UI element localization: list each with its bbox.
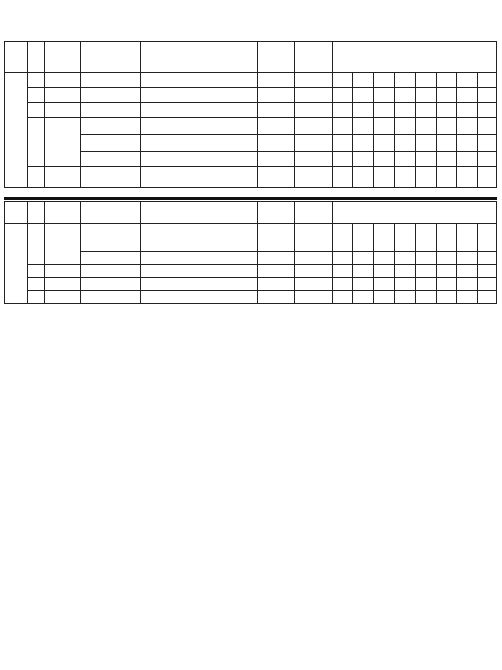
- check-cell[interactable]: [394, 118, 415, 135]
- cell-point: [80, 167, 140, 188]
- check-cell[interactable]: [332, 291, 353, 304]
- check-cell[interactable]: [394, 152, 415, 167]
- check-cell[interactable]: [436, 265, 457, 278]
- cell-point: [80, 88, 140, 103]
- check-cell[interactable]: [415, 73, 436, 88]
- check-cell[interactable]: [436, 152, 457, 167]
- check-cell[interactable]: [436, 135, 457, 152]
- check-cell[interactable]: [394, 167, 415, 188]
- cell-point: [80, 278, 140, 291]
- cell-range: [141, 103, 257, 118]
- check-cell[interactable]: [415, 135, 436, 152]
- check-cell[interactable]: [374, 135, 395, 152]
- cell-time: [257, 224, 294, 252]
- table-row: [5, 291, 497, 304]
- check-cell[interactable]: [374, 252, 395, 265]
- check-cell[interactable]: [415, 103, 436, 118]
- check-cell[interactable]: [332, 103, 353, 118]
- cell-item: [44, 278, 80, 291]
- section-divider: [4, 197, 497, 200]
- check-cell[interactable]: [332, 278, 353, 291]
- check-cell[interactable]: [457, 88, 478, 103]
- check-cell[interactable]: [374, 278, 395, 291]
- check-cell[interactable]: [332, 252, 353, 265]
- check-cell[interactable]: [394, 265, 415, 278]
- table-row: [5, 167, 497, 188]
- cell-freq: [295, 73, 332, 88]
- cell-seq: [27, 291, 44, 304]
- check-cell[interactable]: [394, 103, 415, 118]
- check-cell[interactable]: [353, 73, 374, 88]
- check-cell[interactable]: [436, 88, 457, 103]
- check-cell[interactable]: [353, 224, 374, 252]
- check-cell[interactable]: [457, 265, 478, 278]
- check-cell[interactable]: [332, 118, 353, 135]
- check-cell[interactable]: [374, 167, 395, 188]
- cell-point: [80, 103, 140, 118]
- check-cell[interactable]: [478, 167, 497, 188]
- check-cell[interactable]: [436, 167, 457, 188]
- check-cell[interactable]: [374, 152, 395, 167]
- header-area: [5, 42, 28, 73]
- cell-time: [257, 118, 294, 135]
- check-cell[interactable]: [457, 291, 478, 304]
- cell-item: [44, 118, 80, 167]
- check-cell[interactable]: [394, 252, 415, 265]
- header-control-point: [80, 42, 140, 73]
- table-row: [5, 278, 497, 291]
- cell-seq: [27, 224, 44, 265]
- cell-range: [141, 224, 257, 252]
- check-cell[interactable]: [415, 291, 436, 304]
- check-cell[interactable]: [415, 167, 436, 188]
- cell-seq: [27, 103, 44, 118]
- cell-time: [257, 252, 294, 265]
- check-cell[interactable]: [374, 88, 395, 103]
- cell-range: [141, 265, 257, 278]
- header-item: [44, 42, 80, 73]
- header-frequency: [295, 42, 332, 73]
- check-cell[interactable]: [353, 152, 374, 167]
- cell-freq: [295, 118, 332, 135]
- table-row: [5, 103, 497, 118]
- check-cell[interactable]: [478, 265, 497, 278]
- check-cell[interactable]: [353, 167, 374, 188]
- check-cell[interactable]: [478, 88, 497, 103]
- check-cell[interactable]: [478, 278, 497, 291]
- check-cell[interactable]: [457, 224, 478, 252]
- check-cell[interactable]: [436, 118, 457, 135]
- check-cell[interactable]: [332, 152, 353, 167]
- cell-seq: [27, 88, 44, 103]
- header-time-node: [257, 202, 294, 224]
- cell-freq: [295, 252, 332, 265]
- cell-point: [80, 265, 140, 278]
- check-cell[interactable]: [436, 73, 457, 88]
- cell-seq: [27, 118, 44, 167]
- header-control-range: [141, 42, 257, 73]
- check-cell[interactable]: [394, 224, 415, 252]
- check-cell[interactable]: [457, 278, 478, 291]
- check-cell[interactable]: [415, 152, 436, 167]
- cell-range: [141, 118, 257, 135]
- check-cell[interactable]: [394, 88, 415, 103]
- cell-item: [44, 73, 80, 88]
- check-cell[interactable]: [332, 73, 353, 88]
- check-cell[interactable]: [332, 135, 353, 152]
- check-cell[interactable]: [415, 224, 436, 252]
- check-cell[interactable]: [332, 224, 353, 252]
- check-cell[interactable]: [478, 224, 497, 252]
- check-cell[interactable]: [394, 135, 415, 152]
- check-cell[interactable]: [415, 265, 436, 278]
- header-control-point: [80, 202, 140, 224]
- check-cell[interactable]: [457, 152, 478, 167]
- check-cell[interactable]: [436, 252, 457, 265]
- check-cell[interactable]: [353, 88, 374, 103]
- check-cell[interactable]: [457, 167, 478, 188]
- check-cell[interactable]: [374, 291, 395, 304]
- cell-time: [257, 167, 294, 188]
- cell-time: [257, 88, 294, 103]
- cell-point: [80, 224, 140, 252]
- cell-time: [257, 73, 294, 88]
- cell-freq: [295, 135, 332, 152]
- table-row: [5, 118, 497, 135]
- cell-freq: [295, 152, 332, 167]
- cell-range: [141, 152, 257, 167]
- check-cell[interactable]: [353, 103, 374, 118]
- inspection-date-row: [296, 22, 502, 38]
- cell-time: [257, 152, 294, 167]
- cell-seq: [27, 73, 44, 88]
- cell-item: [44, 103, 80, 118]
- cell-freq: [295, 291, 332, 304]
- check-cell[interactable]: [436, 103, 457, 118]
- table-row: [5, 265, 497, 278]
- check-cell[interactable]: [436, 291, 457, 304]
- check-cell[interactable]: [415, 118, 436, 135]
- cell-time: [257, 278, 294, 291]
- header-time-node: [257, 42, 294, 73]
- cell-point: [80, 152, 140, 167]
- header-item: [44, 202, 80, 224]
- check-cell[interactable]: [394, 278, 415, 291]
- table-row: [5, 88, 497, 103]
- check-cell[interactable]: [478, 291, 497, 304]
- check-cell[interactable]: [394, 291, 415, 304]
- cell-freq: [295, 167, 332, 188]
- cell-range: [141, 88, 257, 103]
- cell-range: [141, 291, 257, 304]
- cell-freq: [295, 278, 332, 291]
- check-cell[interactable]: [478, 73, 497, 88]
- cell-freq: [295, 265, 332, 278]
- header-area: [5, 202, 28, 224]
- check-cell[interactable]: [374, 265, 395, 278]
- check-cell[interactable]: [436, 224, 457, 252]
- cell-item: [44, 88, 80, 103]
- header-seq: [27, 202, 44, 224]
- cell-range: [141, 278, 257, 291]
- cell-time: [257, 265, 294, 278]
- cell-point: [80, 118, 140, 135]
- cell-item: [44, 265, 80, 278]
- header-seq: [27, 42, 44, 73]
- cell-seq: [27, 167, 44, 188]
- cell-freq: [295, 88, 332, 103]
- table-row: [5, 224, 497, 252]
- cell-time: [257, 291, 294, 304]
- check-cell[interactable]: [415, 88, 436, 103]
- check-cell[interactable]: [374, 73, 395, 88]
- cell-point: [80, 135, 140, 152]
- header-frequency: [295, 202, 332, 224]
- check-cell[interactable]: [478, 103, 497, 118]
- check-cell[interactable]: [415, 278, 436, 291]
- central-control-table: [4, 201, 497, 304]
- cell-point: [80, 291, 140, 304]
- check-cell[interactable]: [353, 118, 374, 135]
- cell-point: [80, 73, 140, 88]
- check-cell[interactable]: [332, 88, 353, 103]
- check-cell[interactable]: [457, 252, 478, 265]
- check-cell[interactable]: [332, 167, 353, 188]
- check-cell[interactable]: [353, 252, 374, 265]
- cell-point: [80, 252, 140, 265]
- check-cell[interactable]: [353, 265, 374, 278]
- section-area-label: [5, 73, 28, 188]
- cell-range: [141, 73, 257, 88]
- cell-range: [141, 167, 257, 188]
- check-cell[interactable]: [457, 73, 478, 88]
- check-cell[interactable]: [478, 152, 497, 167]
- cell-range: [141, 135, 257, 152]
- check-cell[interactable]: [415, 252, 436, 265]
- check-cell[interactable]: [478, 252, 497, 265]
- check-cell[interactable]: [332, 265, 353, 278]
- check-cell[interactable]: [374, 103, 395, 118]
- check-cell[interactable]: [457, 118, 478, 135]
- header-control-range: [141, 202, 257, 224]
- cell-seq: [27, 278, 44, 291]
- check-cell[interactable]: [457, 135, 478, 152]
- check-cell[interactable]: [353, 278, 374, 291]
- check-cell[interactable]: [353, 135, 374, 152]
- check-cell[interactable]: [436, 278, 457, 291]
- cell-freq: [295, 224, 332, 252]
- cell-range: [141, 252, 257, 265]
- check-cell[interactable]: [374, 224, 395, 252]
- raw-material-feeding-table: [4, 41, 497, 188]
- cell-item: [44, 291, 80, 304]
- check-cell[interactable]: [478, 135, 497, 152]
- check-cell[interactable]: [394, 73, 415, 88]
- check-cell[interactable]: [353, 291, 374, 304]
- table-row: [5, 73, 497, 88]
- header-inspection-time: [332, 202, 496, 224]
- check-cell[interactable]: [478, 118, 497, 135]
- cell-freq: [295, 103, 332, 118]
- header-inspection-time: [332, 42, 496, 73]
- cell-time: [257, 135, 294, 152]
- check-cell[interactable]: [457, 103, 478, 118]
- cell-time: [257, 103, 294, 118]
- cell-item: [44, 224, 80, 265]
- check-cell[interactable]: [374, 118, 395, 135]
- cell-item: [44, 167, 80, 188]
- section-area-label: [5, 224, 28, 304]
- cell-seq: [27, 265, 44, 278]
